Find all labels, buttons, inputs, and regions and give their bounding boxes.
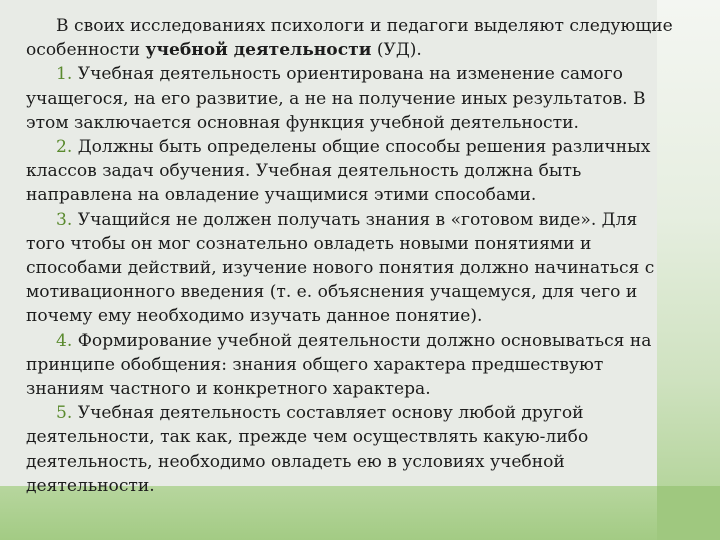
item-text: Должны быть определены общие способы решения различных классов задач обучения. Учебная деятельность должна быть направлена на овладение учащимися этими способами. — [26, 137, 651, 206]
item-number: 3. — [56, 209, 73, 230]
item-text: Формирование учебной деятельности должно основываться на принципе обобщения: знания общего характера предшествуют знаниям частного и конкретного характера. — [26, 330, 652, 400]
item-text: Учебная деятельность ориентирована на изменение самого учащегося, на его развитие, а не на получение иных результатов. В этом заключается основная функция учебной деятельности. — [26, 64, 646, 133]
item-text: Учащийся не должен получать знания в «готовом виде». Для того чтобы он мог сознательно овладеть новыми понятиями и способами действий, изучение нового понятия должно начинаться с мотивационного введения (т. е. объяснения учащемуся, для чего и почему ему необходимо изучать данное понятие). — [26, 209, 655, 327]
list-item — [26, 208, 674, 329]
item-number: 2. — [56, 137, 73, 158]
slide-text — [26, 14, 674, 498]
intro-term: учебной деятельности — [145, 40, 372, 61]
item-number: 1. — [56, 64, 73, 85]
list-item — [26, 401, 674, 498]
intro-text-end: (УД). — [371, 40, 422, 61]
intro-text: В своих исследованиях психологи и педагоги выделяют следующие особенности — [26, 16, 673, 61]
intro-paragraph — [26, 14, 674, 62]
item-text: Учебная деятельность составляет основу любой другой деятельности, так как, прежде чем осуществлять какую-либо деятельность, необходимо овладеть ею в условиях учебной деятельности. — [26, 403, 589, 496]
item-number: 4. — [56, 330, 73, 351]
list-item — [26, 135, 674, 208]
item-number: 5. — [56, 403, 73, 424]
list-item — [26, 329, 674, 402]
list-item — [26, 62, 674, 135]
